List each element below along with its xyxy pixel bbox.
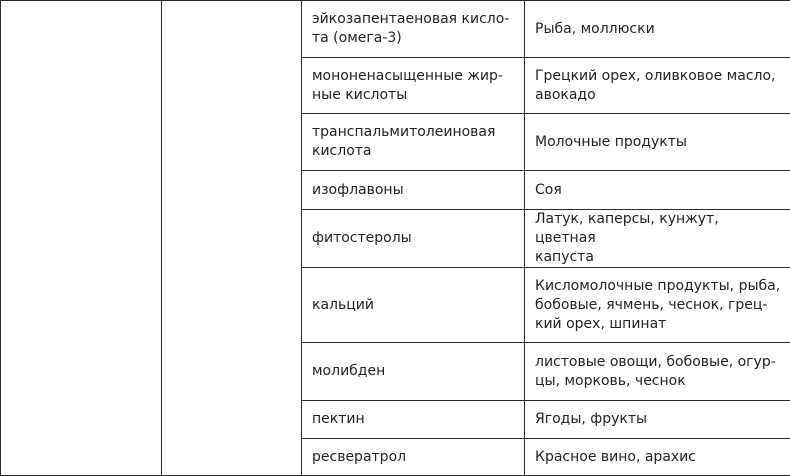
sources-line: Красное вино, арахис bbox=[535, 448, 781, 467]
sources-line: кий орех, шпинат bbox=[535, 315, 781, 334]
compound-cell bbox=[302, 114, 525, 171]
sources-line: капуста bbox=[535, 248, 781, 267]
sources-cell bbox=[525, 114, 790, 171]
compound-line: ресвератрол bbox=[312, 448, 514, 467]
sources-line: Рыба, моллюски bbox=[535, 20, 781, 39]
compound-line: молибден bbox=[312, 362, 514, 381]
sources-line: цы, морковь, чеснок bbox=[535, 372, 781, 391]
sources-cell bbox=[525, 343, 790, 401]
compound-line: ные кислоты bbox=[312, 86, 514, 105]
compound-line: мононенасыщенные жир- bbox=[312, 67, 514, 86]
compound-line: изофлавоны bbox=[312, 181, 514, 200]
sources-cell bbox=[525, 268, 790, 343]
sources-line: Латук, каперсы, кунжут, цветная bbox=[535, 210, 781, 248]
compound-cell bbox=[302, 343, 525, 401]
compound-cell bbox=[302, 58, 525, 114]
compound-cell bbox=[302, 1, 525, 58]
compound-line: кислота bbox=[312, 142, 514, 161]
compound-cell bbox=[302, 171, 525, 210]
compound-line: эйкозапентаеновая кисло- bbox=[312, 10, 514, 29]
compound-cell bbox=[302, 210, 525, 268]
sources-line: бобовые, ячмень, чеснок, грец- bbox=[535, 296, 781, 315]
compound-cell bbox=[302, 401, 525, 439]
sources-line: Молочные продукты bbox=[535, 133, 781, 152]
sources-line: Грецкий орех, оливковое масло, bbox=[535, 67, 781, 86]
table-row bbox=[1, 1, 790, 58]
sources-cell bbox=[525, 210, 790, 268]
sources-line: листовые овощи, бобовые, огур- bbox=[535, 353, 781, 372]
compound-line: пектин bbox=[312, 410, 514, 429]
compound-line: транспальмитолеиновая bbox=[312, 123, 514, 142]
empty-column-1-cell bbox=[1, 1, 162, 476]
sources-line: авокадо bbox=[535, 86, 781, 105]
compound-line: кальций bbox=[312, 296, 514, 315]
sources-line: Ягоды, фрукты bbox=[535, 410, 781, 429]
sources-line: Соя bbox=[535, 181, 781, 200]
sources-cell bbox=[525, 1, 790, 58]
compound-line: фитостеролы bbox=[312, 229, 514, 248]
sources-line: Кисломолочные продукты, рыба, bbox=[535, 277, 781, 296]
sources-cell bbox=[525, 171, 790, 210]
empty-column-2-cell bbox=[162, 1, 302, 476]
sources-cell bbox=[525, 401, 790, 439]
sources-cell bbox=[525, 58, 790, 114]
compound-line: та (омега-3) bbox=[312, 29, 514, 48]
compound-cell bbox=[302, 268, 525, 343]
compound-cell bbox=[302, 439, 525, 476]
sources-cell bbox=[525, 439, 790, 476]
